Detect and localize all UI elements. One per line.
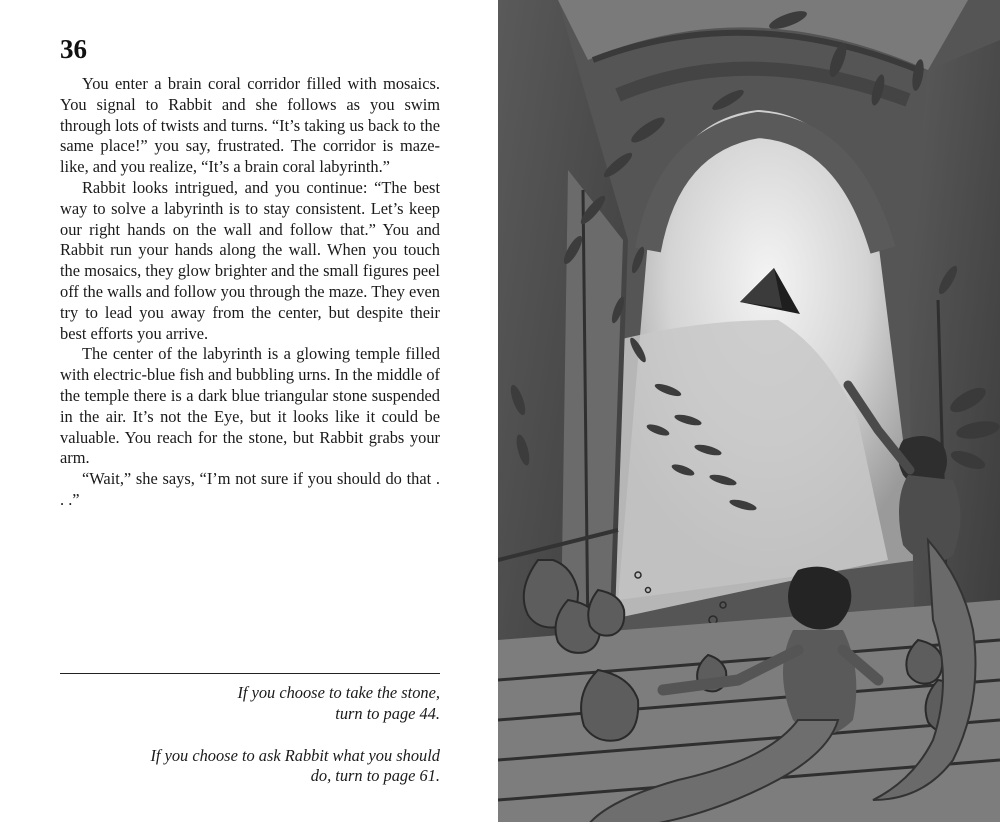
choice-2-line-1: If you choose to ask Rabbit what you should bbox=[150, 745, 440, 765]
choice-1-line-2: turn to page 44. bbox=[335, 703, 440, 723]
story-paragraph-3: The center of the labyrinth is a glowing temple filled with electric-blue fish and bubbling urns. In the middle of the temple there is a dark blue triangular stone suspended in the air. It’s not the Eye, but it looks like it could be valuable. You reach for the stone, but Rabbit grabs your arm. bbox=[60, 344, 440, 468]
choice-1-line-1: If you choose to take the stone, bbox=[237, 683, 440, 702]
story-paragraph-2: Rabbit looks intrigued, and you continue: “The best way to solve a labyrinth is to stay consistent. Let’s keep our right hands on the wall and follow that.” You and Rabbit run your hands along the wall. When you touch the mosaics, they glow brighter and the small figures peel off the walls and follow you through the maze. They even try to lead you away from the center, but despite their best efforts you arrive. bbox=[60, 177, 440, 343]
choice-ask-rabbit[interactable] bbox=[60, 746, 440, 788]
story-paragraph-1: You enter a brain coral corridor filled with mosaics. You signal to Rabbit and she follows as you swim through lots of twists and turns. “It’s taking us back to the same place!” you say, frustrated. The corridor is maze-like, and you realize, “It’s a brain coral labyrinth.” bbox=[60, 74, 440, 177]
choice-2-line-2: do, turn to page 61. bbox=[310, 766, 440, 786]
illustration-page bbox=[498, 0, 1000, 822]
left-page bbox=[0, 0, 498, 822]
choice-divider bbox=[60, 673, 440, 674]
underwater-temple-illustration bbox=[498, 0, 1000, 822]
choice-take-stone[interactable] bbox=[60, 683, 440, 725]
story-paragraph-4: “Wait,” she says, “I’m not sure if you should do that . . .” bbox=[60, 469, 440, 509]
choices bbox=[60, 683, 440, 808]
page-number: 36 bbox=[60, 34, 87, 64]
story-text bbox=[60, 74, 440, 511]
